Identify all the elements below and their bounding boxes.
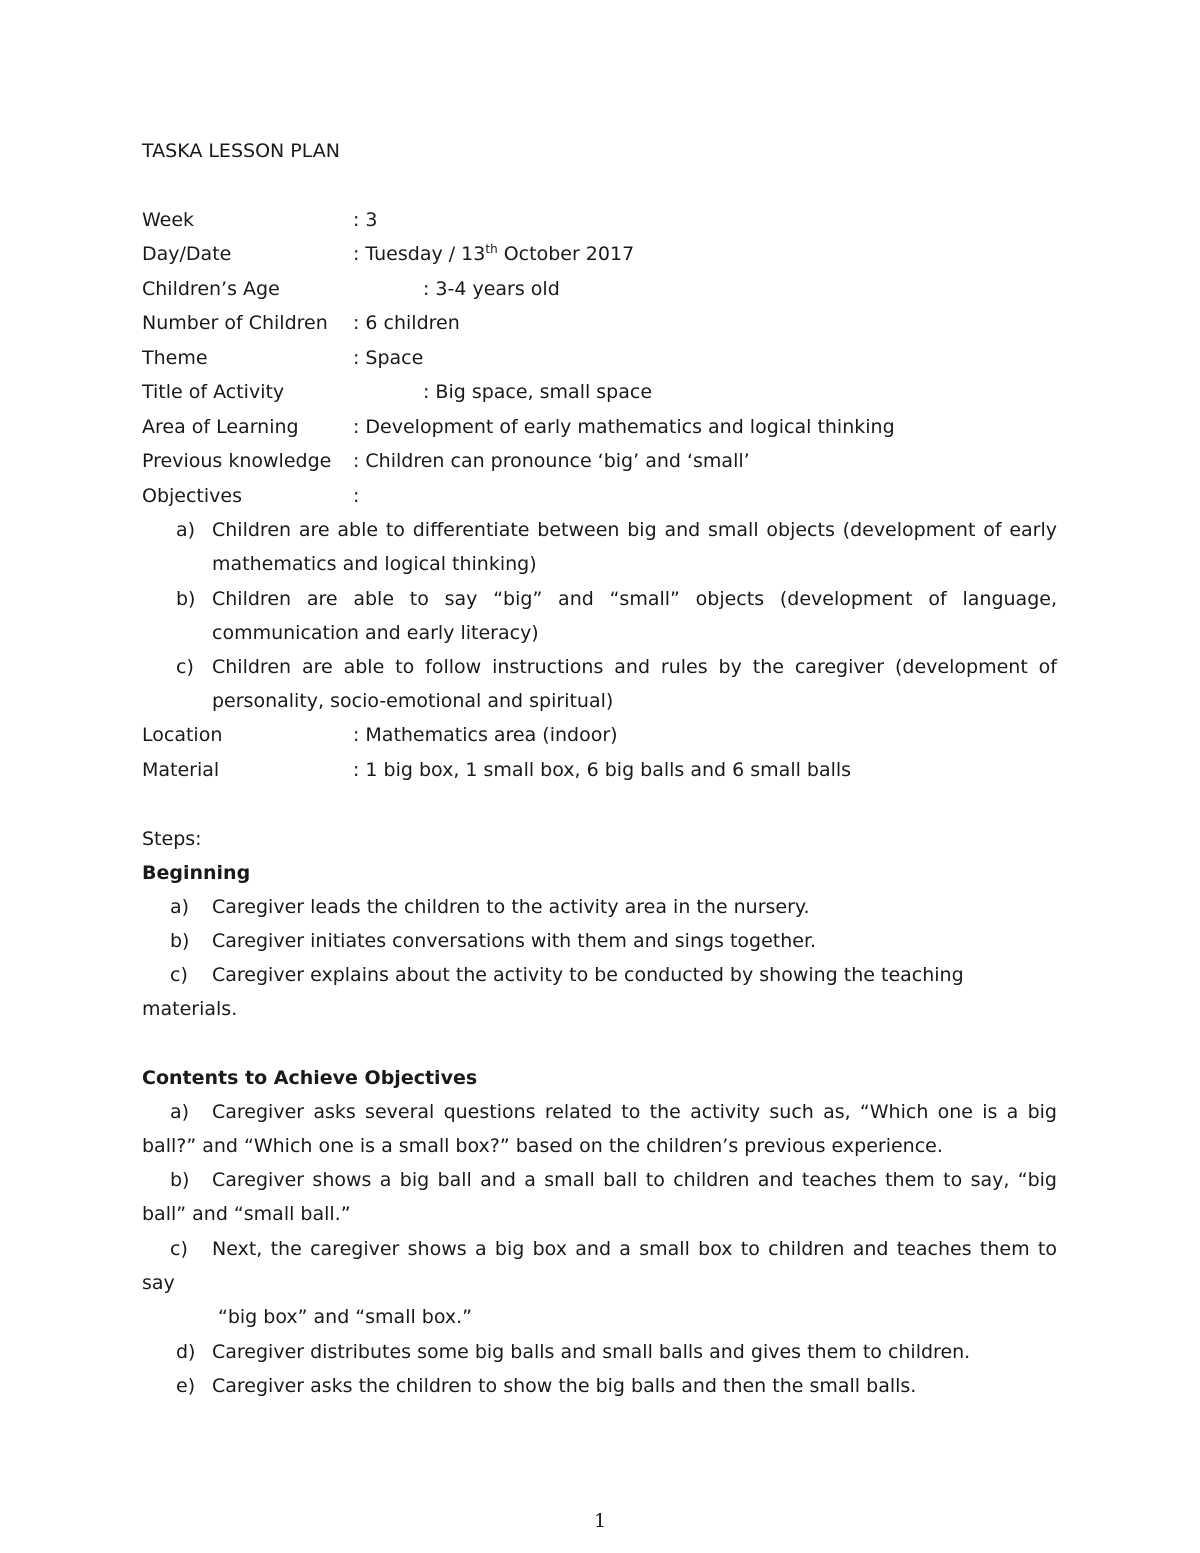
info-label: Location — [142, 724, 223, 746]
list-text: Caregiver asks the children to show the big balls and then the small balls. — [212, 1375, 917, 1397]
info-value: : 3 — [353, 209, 378, 231]
list-text: Next, the caregiver shows a big box and a small box to children and teaches them to say — [142, 1238, 1057, 1295]
info-value: : Mathematics area (indoor) — [353, 724, 618, 746]
contents-item-c-continuation: “big box” and “small box.” — [218, 1306, 473, 1328]
list-marker: b) — [170, 930, 190, 952]
list-marker: a) — [170, 1101, 190, 1123]
info-label: Week — [142, 209, 195, 231]
info-label: Theme — [142, 347, 208, 369]
list-marker: b) — [176, 588, 196, 610]
section-heading-beginning: Beginning — [142, 862, 251, 884]
beginning-item — [142, 924, 1057, 958]
info-value: : Development of early mathematics and logical thinking — [353, 416, 895, 438]
list-marker: e) — [176, 1375, 196, 1397]
list-text: Caregiver distributes some big balls and small balls and gives them to children. — [212, 1341, 971, 1363]
beginning-item — [142, 958, 1057, 1027]
info-label: Day/Date — [142, 243, 232, 265]
list-text: Caregiver initiates conversations with them and sings together. — [212, 930, 817, 952]
list-marker: c) — [176, 656, 194, 678]
info-label: Children’s Age — [142, 278, 280, 300]
info-value: : 3-4 years old — [423, 278, 560, 300]
info-value: : Space — [353, 347, 424, 369]
list-marker: d) — [176, 1341, 196, 1363]
list-marker: a) — [176, 519, 196, 541]
info-value: : Children can pronounce ‘big’ and ‘small’ — [353, 450, 750, 472]
list-text: Children are able to follow instructions and rules by the caregiver (development of personality, socio-emotional and spiritual) — [212, 656, 1057, 713]
info-value: : 1 big box, 1 small box, 6 big balls and 6 small balls — [353, 759, 852, 781]
info-label: Area of Learning — [142, 416, 299, 438]
list-marker: c) — [170, 1238, 188, 1260]
contents-item — [142, 1369, 1057, 1403]
document-title: TASKA LESSON PLAN — [142, 140, 340, 162]
list-text: Caregiver explains about the activity to be conducted by showing the teaching materials. — [142, 964, 964, 1021]
info-value: : — [353, 485, 360, 507]
section-heading-contents: Contents to Achieve Objectives — [142, 1067, 478, 1089]
list-text: Caregiver asks several questions related to the activity such as, “Which one is a big ball?” and “Which one is a small box?” based on the children’s previous experience. — [142, 1101, 1057, 1158]
info-label: Number of Children — [142, 312, 328, 334]
list-marker: a) — [170, 896, 190, 918]
objective-item — [142, 513, 1057, 582]
contents-item — [142, 1232, 1057, 1301]
info-label: Previous knowledge — [142, 450, 332, 472]
info-value: : 6 children — [353, 312, 460, 334]
contents-item — [142, 1335, 1057, 1369]
list-text: Caregiver leads the children to the activity area in the nursery. — [212, 896, 810, 918]
contents-item — [142, 1095, 1057, 1164]
info-label: Objectives — [142, 485, 242, 507]
list-text: Children are able to say “big” and “small” objects (development of language, communication and early literacy) — [212, 588, 1057, 645]
list-marker: b) — [170, 1169, 190, 1191]
info-value: : Tuesday / 13th October 2017 — [353, 242, 635, 265]
objective-item — [142, 650, 1057, 719]
list-text: Children are able to differentiate between big and small objects (development of early mathematics and logical thinking) — [212, 519, 1057, 576]
info-value: : Big space, small space — [423, 381, 653, 403]
objective-item — [142, 582, 1057, 651]
beginning-item — [142, 890, 1057, 924]
page-number: 1 — [593, 1510, 607, 1532]
list-marker: c) — [170, 964, 188, 986]
steps-label: Steps: — [142, 828, 202, 850]
info-label: Material — [142, 759, 220, 781]
list-text: Caregiver shows a big ball and a small ball to children and teaches them to say, “big ball” and “small ball.” — [142, 1169, 1057, 1226]
info-label: Title of Activity — [142, 381, 285, 403]
contents-item — [142, 1163, 1057, 1232]
